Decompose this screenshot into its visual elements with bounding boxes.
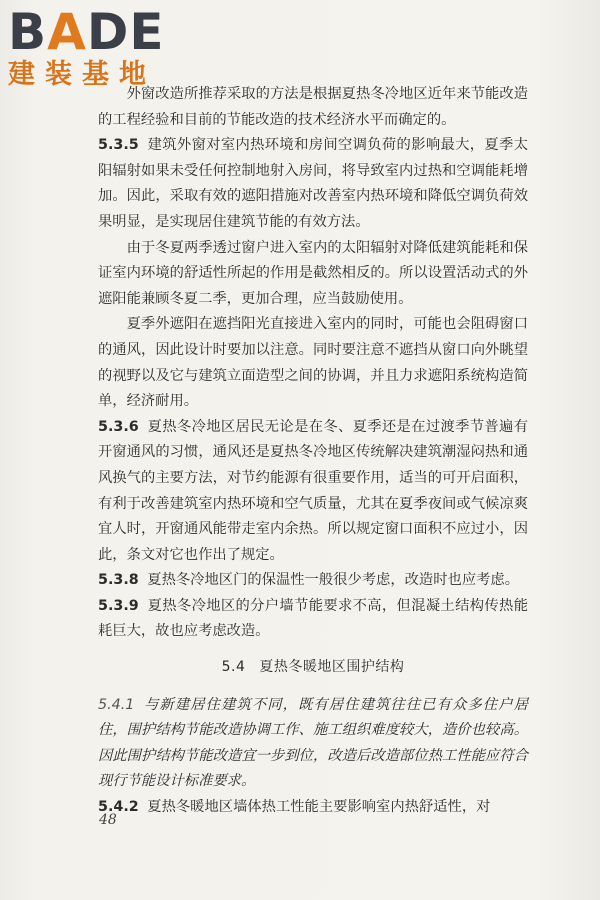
- logo-chinese-text: 建装基地: [8, 59, 156, 90]
- clause-paragraph: [98, 795, 528, 821]
- clause-number: 5.4.2: [98, 799, 139, 816]
- paragraph-text: 与新建居住建筑不同，既有居住建筑往往已有众多住户居住，围护结构节能改造协调工作、施工组织难度较大，造价也较高。因此围护结构节能改造宜一步到位，改造后改造部位热工性能应符合现行节能设计标准要求。: [98, 696, 528, 790]
- brand-logo: [8, 3, 178, 90]
- clause-number: 5.3.6: [98, 418, 139, 435]
- logo-wordmark: BADE: [8, 3, 165, 61]
- section-heading: [98, 655, 528, 681]
- paragraph-text: 外窗改造所推荐采取的方法是根据夏热冬冷地区近年来节能改造的工程经验和目前的节能改造的技术经济水平而确定的。: [98, 86, 528, 128]
- paragraph-text: 夏热冬冷地区居民无论是在冬、夏季还是在过渡季节普遍有开窗通风的习惯，通风还是夏热冬冷地区传统解决建筑潮湿闷热和通风换气的主要方法，对节约能源有很重要作用，适当的可开启面积，有利于改善建筑室内热环境和空气质量，尤其在夏季夜间或气候凉爽宜人时，开窗通风能带走室内余热。所以规定窗口面积不应过小，因此，条文对它也作出了规定。: [98, 418, 528, 563]
- paragraph-text: 建筑外窗对室内热环境和房间空调负荷的影响最大，夏季太阳辐射如果未受任何控制地射入房间，将导致室内过热和空调能耗增加。因此，采取有效的遮阳措施对改善室内热环境和降低空调负荷效果明显，是实现居住建筑节能的有效方法。: [98, 137, 528, 230]
- paragraph-text: 夏热冬冷地区的分户墙节能要求不高，但混凝土结构传热能耗巨大，故也应考虑改造。: [98, 597, 528, 640]
- paragraph-text: 夏热冬暖地区墙体热工性能主要影响室内热舒适性，对: [147, 799, 491, 816]
- clause-paragraph: [98, 415, 528, 569]
- clause-number: 5.3.8: [98, 572, 139, 589]
- document-body: [98, 82, 528, 821]
- clause-paragraph: [98, 133, 528, 235]
- paragraph-text: 夏热冬冷地区门的保温性一般很少考虑，改造时也应考虑。: [147, 572, 520, 589]
- clause-paragraph: [98, 594, 528, 645]
- paragraph-text: 由于冬夏两季透过窗户进入室内的太阳辐射对降低建筑能耗和保证室内环境的舒适性所起的作用是截然相反的。所以设置活动式的外遮阳能兼顾冬夏二季，更加合理，应当鼓励使用。: [98, 239, 528, 307]
- paragraph: [98, 312, 528, 414]
- clause-paragraph: [98, 693, 528, 795]
- paragraph-text: 夏季外遮阳在遮挡阳光直接进入室内的同时，可能也会阻碍窗口的通风，因此设计时要加以注意。同时要注意不遮挡从窗口向外眺望的视野以及它与建筑立面造型之间的协调，并且力求遮阳系统构造简单，经济耐用。: [98, 316, 528, 410]
- section-number: 5.4: [221, 659, 246, 676]
- clause-number: 5.4.1: [98, 696, 135, 713]
- page-number: 48: [99, 812, 117, 828]
- clause-number: 5.3.9: [98, 597, 139, 614]
- paragraph: [98, 82, 528, 133]
- clause-number: 5.3.5: [98, 137, 139, 154]
- section-title-text: 夏热冬暖地区围护结构: [259, 659, 405, 676]
- paragraph: [98, 236, 528, 313]
- clause-paragraph: [98, 568, 528, 594]
